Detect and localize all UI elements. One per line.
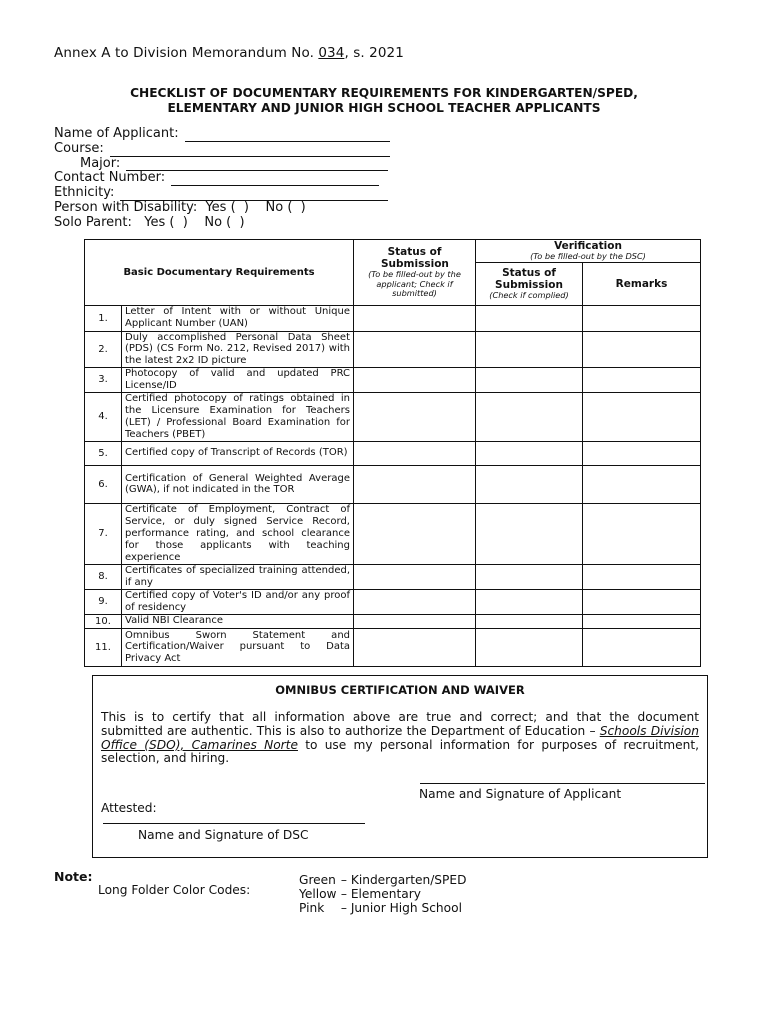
solo-parent-label: Solo Parent: Yes ( ) No ( ) — [54, 214, 245, 230]
sdo-name: Schools Division Office (SDO), Camarines Norte — [101, 723, 699, 752]
verification-cell[interactable] — [476, 564, 583, 589]
pwd-row — [54, 201, 390, 216]
verification-cell[interactable] — [476, 305, 583, 331]
requirement-text: Certificates of specialized training attended, if any — [122, 564, 354, 589]
major-field[interactable] — [126, 161, 388, 171]
annex-suffix: , s. 2021 — [344, 45, 404, 61]
dsc-signature-line[interactable] — [103, 823, 365, 824]
table-row — [85, 614, 701, 628]
table-row — [85, 441, 701, 465]
verification-cell[interactable] — [476, 589, 583, 614]
row-number: 10. — [85, 614, 122, 628]
verification-cell[interactable] — [476, 441, 583, 465]
remarks-header: Remarks — [583, 262, 701, 305]
solo-parent-row — [54, 216, 390, 231]
row-number: 5. — [85, 441, 122, 465]
table-row — [85, 564, 701, 589]
requirement-text: Duly accomplished Personal Data Sheet (PDS) (CS Form No. 212, Revised 2017) with the latest 2x2 ID picture — [122, 331, 354, 367]
verification-note: (To be filled-out by the DSC) — [530, 251, 646, 261]
status-cell[interactable] — [354, 465, 476, 503]
title-line-1: CHECKLIST OF DOCUMENTARY REQUIREMENTS FOR KINDERGARTEN/SPED, — [130, 86, 638, 100]
dsc-signature-label: Name and Signature of DSC — [138, 828, 309, 842]
remarks-cell[interactable] — [583, 628, 701, 666]
remarks-cell[interactable] — [583, 503, 701, 564]
contact-field[interactable] — [171, 176, 379, 186]
contact-row — [54, 171, 390, 186]
verification-cell[interactable] — [476, 503, 583, 564]
color-name: Green — [299, 873, 336, 887]
table-row — [85, 503, 701, 564]
table-row — [85, 589, 701, 614]
requirement-text: Certificate of Employment, Contract of Service, or duly signed Service Record, performance rating, and school clearance for those applicants with teaching experience — [122, 503, 354, 564]
document-title — [0, 86, 768, 116]
applicant-signature-label: Name and Signature of Applicant — [419, 787, 622, 801]
annex-header — [54, 45, 404, 61]
remarks-cell[interactable] — [583, 392, 701, 441]
note-label: Note: — [54, 869, 93, 884]
status-cell[interactable] — [354, 392, 476, 441]
table-row — [85, 331, 701, 367]
row-number: 8. — [85, 564, 122, 589]
table-row — [85, 367, 701, 392]
verification-header: Verification (To be filled-out by the DSC) — [476, 240, 701, 263]
color-meaning: – Elementary — [340, 887, 421, 902]
major-row — [54, 157, 390, 172]
remarks-cell[interactable] — [583, 614, 701, 628]
requirements-table — [84, 239, 701, 667]
requirements-header: Basic Documentary Requirements — [85, 240, 354, 306]
requirement-text: Certified copy of Voter's ID and/or any proof of residency — [122, 589, 354, 614]
requirement-text: Certified photocopy of ratings obtained in the Licensure Examination for Teachers (LET) / Professional Board Examination for Teachers (PBET) — [122, 392, 354, 441]
row-number: 11. — [85, 628, 122, 666]
status-cell[interactable] — [354, 589, 476, 614]
table-row — [85, 628, 701, 666]
status-cell[interactable] — [354, 331, 476, 367]
remarks-cell[interactable] — [583, 564, 701, 589]
remarks-cell[interactable] — [583, 465, 701, 503]
attested-label: Attested: — [101, 801, 157, 815]
course-label: Course: — [54, 140, 104, 156]
color-name: Yellow — [299, 887, 337, 902]
status-cell[interactable] — [354, 367, 476, 392]
verification-cell[interactable] — [476, 392, 583, 441]
requirement-text: Valid NBI Clearance — [122, 614, 354, 628]
remarks-cell[interactable] — [583, 367, 701, 392]
status-cell[interactable] — [354, 564, 476, 589]
major-label: Major: — [80, 155, 121, 171]
omnibus-title: OMNIBUS CERTIFICATION AND WAIVER — [275, 683, 525, 697]
verification-cell[interactable] — [476, 628, 583, 666]
requirement-text: Letter of Intent with or without Unique Applicant Number (UAN) — [122, 305, 354, 331]
memo-number: 034 — [318, 45, 345, 61]
status-header: Status of Submission (To be filled-out by the applicant; Check if submitted) — [354, 240, 476, 306]
color-code-item — [299, 873, 466, 887]
row-number: 3. — [85, 367, 122, 392]
folder-color-codes-label: Long Folder Color Codes: — [98, 883, 251, 897]
remarks-cell[interactable] — [583, 331, 701, 367]
color-codes-list — [299, 873, 466, 916]
row-number: 7. — [85, 503, 122, 564]
color-meaning: – Kindergarten/SPED — [340, 873, 467, 887]
remarks-cell[interactable] — [583, 441, 701, 465]
table-row — [85, 392, 701, 441]
verification-status-note: (Check if complied) — [489, 289, 569, 300]
applicant-name-field[interactable] — [185, 132, 390, 142]
annex-prefix: Annex A to Division Memorandum No. — [54, 45, 319, 61]
color-code-item — [299, 887, 466, 901]
status-cell[interactable] — [354, 441, 476, 465]
color-code-item — [299, 901, 466, 915]
status-cell[interactable] — [354, 614, 476, 628]
contact-label: Contact Number: — [54, 170, 166, 186]
verification-cell[interactable] — [476, 614, 583, 628]
verification-cell[interactable] — [476, 367, 583, 392]
course-row — [54, 142, 390, 157]
row-number: 4. — [85, 392, 122, 441]
requirement-text: Photocopy of valid and updated PRC License/ID — [122, 367, 354, 392]
status-cell[interactable] — [354, 628, 476, 666]
row-number: 1. — [85, 305, 122, 331]
requirement-text: Certification of General Weighted Average (GWA), if not indicated in the TOR — [122, 465, 354, 503]
color-meaning: – Junior High School — [340, 901, 462, 916]
title-line-2: ELEMENTARY AND JUNIOR HIGH SCHOOL TEACHER APPLICANTS — [167, 101, 601, 115]
applicant-fields — [54, 127, 390, 231]
omnibus-certification-box — [92, 675, 708, 858]
verification-status-header: Status of Submission (Check if complied) — [476, 262, 583, 305]
table-row — [85, 305, 701, 331]
status-cell[interactable] — [354, 305, 476, 331]
verification-cell[interactable] — [476, 331, 583, 367]
table-row — [85, 465, 701, 503]
row-number: 9. — [85, 589, 122, 614]
requirement-text: Omnibus Sworn Statement and Certification/Waiver pursuant to Data Privacy Act — [122, 628, 354, 666]
verification-cell[interactable] — [476, 465, 583, 503]
applicant-signature-line[interactable] — [420, 783, 705, 784]
status-header-note: (To be filled-out by the applicant; Check if submitted) — [368, 269, 461, 298]
requirement-text: Certified copy of Transcript of Records (TOR) — [122, 441, 354, 465]
ethnicity-label: Ethnicity: — [54, 185, 115, 201]
course-field[interactable] — [110, 147, 390, 157]
pwd-label: Person with Disability: Yes ( ) No ( ) — [54, 199, 306, 215]
applicant-name-row — [54, 127, 390, 142]
remarks-cell[interactable] — [583, 589, 701, 614]
applicant-name-label: Name of Applicant: — [54, 126, 179, 141]
omnibus-text: This is to certify that all information above are true and correct; and that the document submitted are authentic. This is also to authorize the Department of Education – Schools Division Office (SDO), Camarines Norte to use my personal information for purposes of recruitment, selection, and hiring. — [101, 710, 700, 766]
row-number: 2. — [85, 331, 122, 367]
color-name: Pink — [299, 901, 325, 916]
remarks-cell[interactable] — [583, 305, 701, 331]
row-number: 6. — [85, 465, 122, 503]
ethnicity-row — [54, 186, 390, 201]
status-cell[interactable] — [354, 503, 476, 564]
